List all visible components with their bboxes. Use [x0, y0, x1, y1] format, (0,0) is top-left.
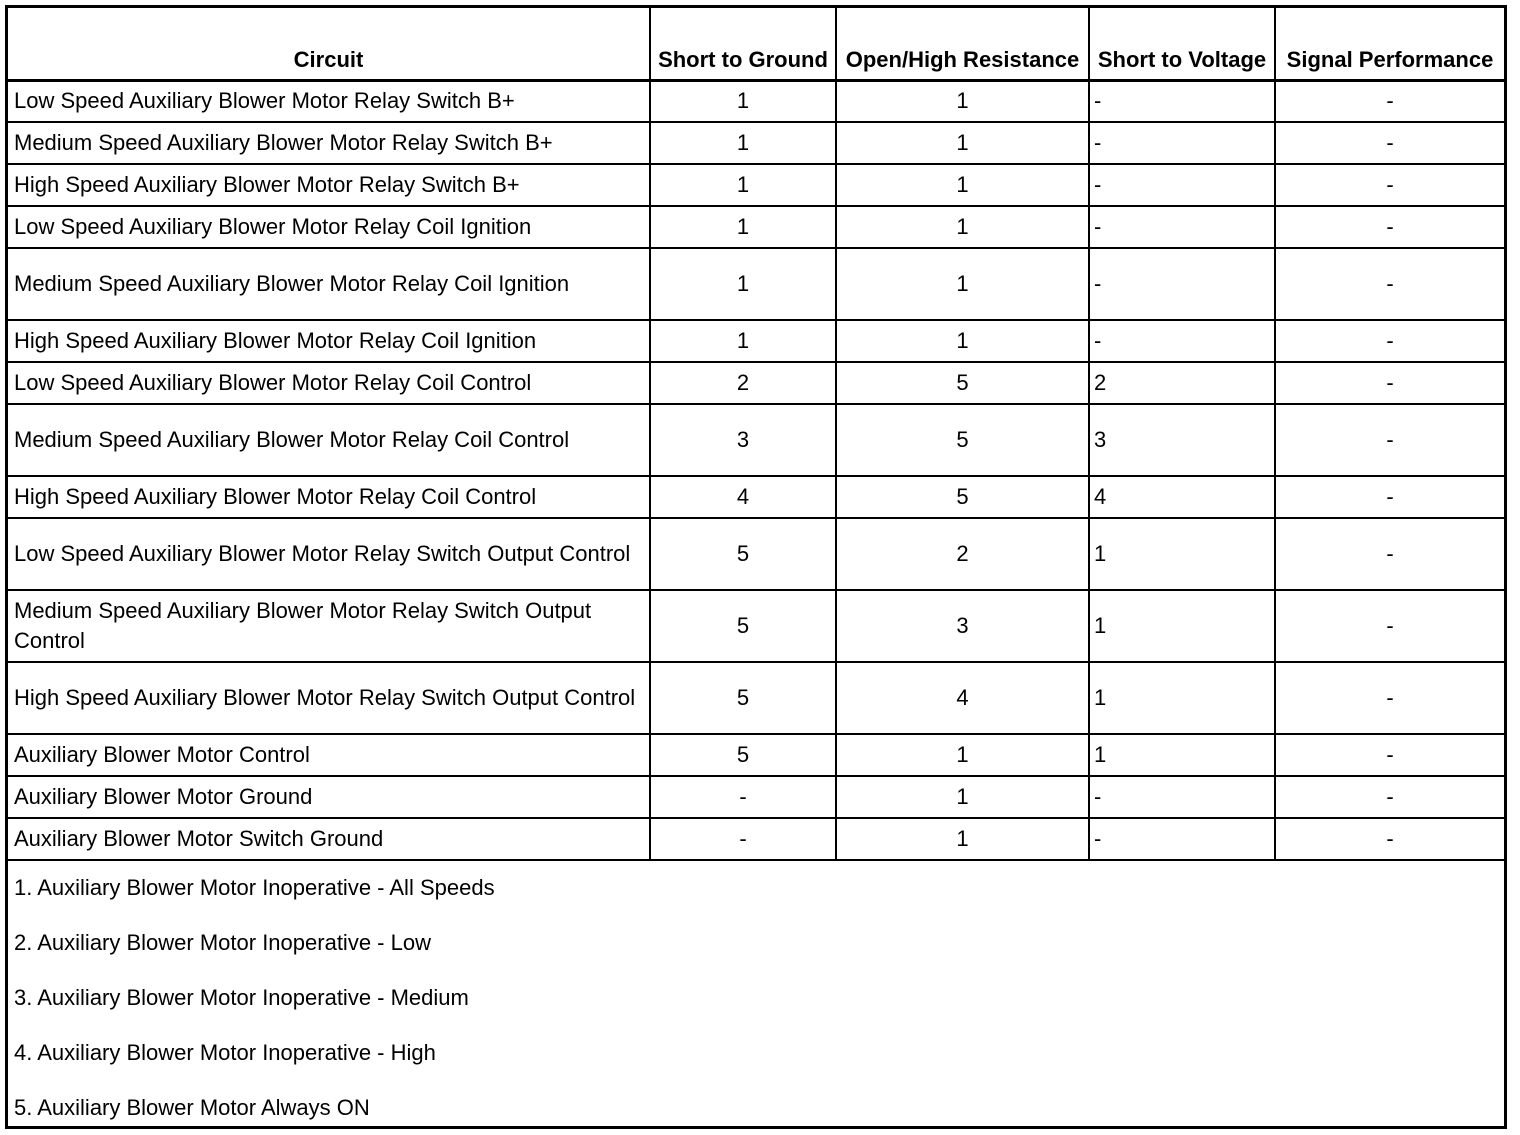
open-high-resistance-cell: 1: [836, 320, 1089, 362]
header-short-to-ground: Short to Ground: [650, 8, 836, 80]
circuit-cell: Low Speed Auxiliary Blower Motor Relay Switch Output Control: [8, 518, 650, 590]
signal-performance-cell: -: [1275, 80, 1504, 122]
header-short-to-voltage: Short to Voltage: [1089, 8, 1275, 80]
circuit-cell: Auxiliary Blower Motor Switch Ground: [8, 818, 650, 860]
table-row: [8, 476, 1504, 518]
short-to-ground-cell: 2: [650, 362, 836, 404]
short-to-voltage-cell: 1: [1089, 662, 1275, 734]
short-to-voltage-cell: -: [1089, 248, 1275, 320]
circuit-cell: Low Speed Auxiliary Blower Motor Relay Switch B+: [8, 80, 650, 122]
circuit-cell: High Speed Auxiliary Blower Motor Relay Switch B+: [8, 164, 650, 206]
open-high-resistance-cell: 5: [836, 404, 1089, 476]
open-high-resistance-cell: 5: [836, 362, 1089, 404]
short-to-ground-cell: 5: [650, 662, 836, 734]
header-signal-performance: Signal Performance: [1275, 8, 1504, 80]
header-circuit: Circuit: [8, 8, 650, 80]
note-text: 4. Auxiliary Blower Motor Inoperative - High: [14, 1039, 436, 1065]
open-high-resistance-cell: 1: [836, 80, 1089, 122]
circuit-cell: Low Speed Auxiliary Blower Motor Relay Coil Ignition: [8, 206, 650, 248]
signal-performance-cell: -: [1275, 818, 1504, 860]
signal-performance-cell: -: [1275, 476, 1504, 518]
short-to-ground-cell: 1: [650, 80, 836, 122]
short-to-voltage-cell: 1: [1089, 590, 1275, 662]
signal-performance-cell: -: [1275, 122, 1504, 164]
open-high-resistance-cell: 1: [836, 206, 1089, 248]
signal-performance-cell: -: [1275, 320, 1504, 362]
open-high-resistance-cell: 5: [836, 476, 1089, 518]
open-high-resistance-cell: 1: [836, 248, 1089, 320]
note-text: 1. Auxiliary Blower Motor Inoperative - All Speeds: [8, 860, 1504, 915]
short-to-voltage-cell: -: [1089, 164, 1275, 206]
circuit-diagnostic-table: [8, 8, 1504, 1135]
table-row: [8, 590, 1504, 662]
table-row: [8, 122, 1504, 164]
signal-performance-cell: -: [1275, 776, 1504, 818]
circuit-cell: Medium Speed Auxiliary Blower Motor Relay Switch B+: [8, 122, 650, 164]
short-to-voltage-cell: -: [1089, 206, 1275, 248]
short-to-ground-cell: 1: [650, 320, 836, 362]
circuit-cell: High Speed Auxiliary Blower Motor Relay Switch Output Control: [8, 662, 650, 734]
short-to-ground-cell: -: [650, 776, 836, 818]
short-to-ground-cell: 1: [650, 122, 836, 164]
open-high-resistance-cell: 1: [836, 734, 1089, 776]
open-high-resistance-cell: 3: [836, 590, 1089, 662]
note-text: 3. Auxiliary Blower Motor Inoperative - Medium: [14, 984, 469, 1010]
note-row: [8, 1080, 1504, 1135]
signal-performance-cell: -: [1275, 164, 1504, 206]
short-to-ground-cell: 4: [650, 476, 836, 518]
short-to-ground-cell: 1: [650, 164, 836, 206]
header-open-high-resistance: Open/High Resistance: [836, 8, 1089, 80]
short-to-voltage-cell: 1: [1089, 518, 1275, 590]
short-to-ground-cell: 1: [650, 248, 836, 320]
open-high-resistance-cell: 1: [836, 164, 1089, 206]
note-row: [8, 1025, 1504, 1080]
table-row: [8, 776, 1504, 818]
table-row: [8, 662, 1504, 734]
short-to-voltage-cell: 2: [1089, 362, 1275, 404]
short-to-voltage-cell: 3: [1089, 404, 1275, 476]
table-row: [8, 818, 1504, 860]
table-row: [8, 320, 1504, 362]
signal-performance-cell: -: [1275, 590, 1504, 662]
table-row: [8, 80, 1504, 122]
table-row: [8, 248, 1504, 320]
note-text: 2. Auxiliary Blower Motor Inoperative - Low: [14, 929, 431, 955]
signal-performance-cell: -: [1275, 734, 1504, 776]
circuit-cell: Auxiliary Blower Motor Ground: [8, 776, 650, 818]
short-to-ground-cell: 5: [650, 590, 836, 662]
table-row: [8, 518, 1504, 590]
signal-performance-cell: -: [1275, 518, 1504, 590]
note-row: [8, 860, 1504, 915]
short-to-voltage-cell: 4: [1089, 476, 1275, 518]
table-row: [8, 206, 1504, 248]
short-to-voltage-cell: -: [1089, 122, 1275, 164]
open-high-resistance-cell: 1: [836, 776, 1089, 818]
short-to-ground-cell: 1: [650, 206, 836, 248]
table-row: [8, 362, 1504, 404]
table-row: [8, 404, 1504, 476]
signal-performance-cell: -: [1275, 248, 1504, 320]
short-to-ground-cell: 3: [650, 404, 836, 476]
circuit-cell: Auxiliary Blower Motor Control: [8, 734, 650, 776]
header-row: [8, 8, 1504, 80]
circuit-cell: High Speed Auxiliary Blower Motor Relay Coil Ignition: [8, 320, 650, 362]
circuit-table-frame: [5, 5, 1507, 1129]
signal-performance-cell: -: [1275, 404, 1504, 476]
circuit-cell: High Speed Auxiliary Blower Motor Relay Coil Control: [8, 476, 650, 518]
short-to-ground-cell: -: [650, 818, 836, 860]
short-to-voltage-cell: -: [1089, 776, 1275, 818]
circuit-cell: Medium Speed Auxiliary Blower Motor Relay Coil Ignition: [8, 248, 650, 320]
signal-performance-cell: -: [1275, 206, 1504, 248]
circuit-cell: Medium Speed Auxiliary Blower Motor Relay Coil Control: [8, 404, 650, 476]
short-to-voltage-cell: -: [1089, 320, 1275, 362]
note-text: 5. Auxiliary Blower Motor Always ON: [14, 1094, 370, 1120]
signal-performance-cell: -: [1275, 662, 1504, 734]
short-to-voltage-cell: -: [1089, 818, 1275, 860]
short-to-voltage-cell: 1: [1089, 734, 1275, 776]
short-to-ground-cell: 5: [650, 734, 836, 776]
open-high-resistance-cell: 4: [836, 662, 1089, 734]
circuit-cell: Low Speed Auxiliary Blower Motor Relay Coil Control: [8, 362, 650, 404]
note-row: [8, 970, 1504, 1025]
open-high-resistance-cell: 1: [836, 122, 1089, 164]
table-row: [8, 164, 1504, 206]
open-high-resistance-cell: 1: [836, 818, 1089, 860]
table-row: [8, 734, 1504, 776]
circuit-cell: Medium Speed Auxiliary Blower Motor Relay Switch Output Control: [8, 590, 650, 662]
open-high-resistance-cell: 2: [836, 518, 1089, 590]
short-to-ground-cell: 5: [650, 518, 836, 590]
short-to-voltage-cell: -: [1089, 80, 1275, 122]
signal-performance-cell: -: [1275, 362, 1504, 404]
note-row: [8, 915, 1504, 970]
